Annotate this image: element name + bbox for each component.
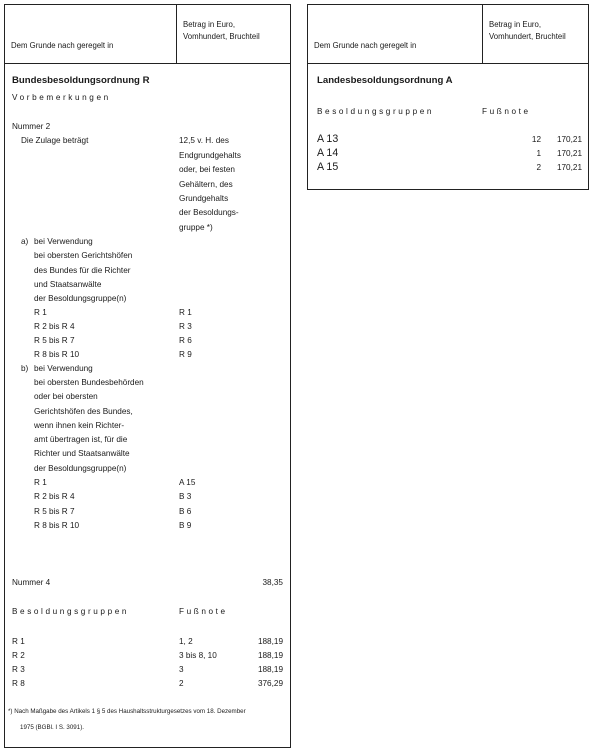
zulage-value-line: der Besoldungs-: [179, 208, 239, 217]
right-row-note: 2: [536, 163, 541, 172]
right-row-amount: 170,21: [556, 149, 582, 158]
item-b-line: wenn ihnen kein Richter-: [34, 421, 125, 430]
right-title: Landesbesoldungsordnung A: [317, 75, 453, 86]
besoldung-row-amount: 188,19: [257, 637, 283, 646]
item-b-marker: b): [21, 364, 29, 373]
right-header-col2-line2: Vomhundert, Bruchteil: [489, 32, 566, 41]
besoldung-row-amount: 188,19: [257, 665, 283, 674]
item-a-line: bei Verwendung: [34, 237, 93, 246]
besoldung-row-group: R 3: [12, 665, 25, 674]
besoldung-header-col2: Fußnote: [179, 607, 228, 616]
left-table: [4, 4, 291, 748]
item-b-row-to: B 9: [179, 521, 192, 530]
item-b-row-to: B 6: [179, 507, 192, 516]
besoldung-row-amount: 188,19: [257, 651, 283, 660]
right-header-col2-line1: Betrag in Euro,: [489, 20, 542, 29]
left-header-col2-line2: Vomhundert, Bruchteil: [183, 32, 260, 41]
right-row-group: A 15: [317, 161, 339, 173]
left-header-col2-line1: Betrag in Euro,: [183, 20, 236, 29]
nummer4-value: 38,35: [262, 578, 283, 587]
right-row-group: A 13: [317, 133, 339, 145]
right-row-group: A 14: [317, 147, 339, 159]
item-b-line: oder bei obersten: [34, 392, 98, 401]
zulage-value-line: Endgrundgehalts: [179, 151, 241, 160]
right-table: [307, 4, 589, 190]
besoldung-row-note: 3: [179, 665, 184, 674]
besoldung-row-group: R 1: [12, 637, 25, 646]
besoldung-row-group: R 2: [12, 651, 25, 660]
left-title: Bundesbesoldungsordnung R: [12, 75, 150, 86]
item-a-line: des Bundes für die Richter: [34, 266, 131, 275]
footnote-line2: 1975 (BGBl. I S. 3091).: [20, 724, 84, 731]
besoldung-row-amount: 376,29: [257, 679, 283, 688]
right-header-col1: [308, 5, 483, 63]
item-b-row-from: R 5 bis R 7: [34, 507, 75, 516]
zulage-label: Die Zulage beträgt: [21, 136, 89, 145]
item-a-row-to: R 1: [179, 308, 192, 317]
item-a-row-from: R 8 bis R 10: [34, 350, 80, 359]
footnote-line1: *) Nach Maßgabe des Artikels 1 § 5 des Haushaltsstrukturgesetzes vom 18. Dezember: [8, 708, 246, 715]
item-a-marker: a): [21, 237, 29, 246]
besoldung-header-col1: Besoldungsgruppen: [12, 607, 130, 616]
right-row-note: 1: [536, 149, 541, 158]
item-a-row-from: R 2 bis R 4: [34, 322, 75, 331]
right-row-amount: 170,21: [556, 135, 582, 144]
item-a-row-from: R 5 bis R 7: [34, 336, 75, 345]
left-header-col2: [183, 19, 260, 43]
item-b-row-from: R 1: [34, 478, 47, 487]
item-a-row-to: R 3: [179, 322, 192, 331]
zulage-value-line: 12,5 v. H. des: [179, 136, 229, 145]
right-besoldung-header-col1: Besoldungsgruppen: [317, 107, 435, 116]
item-a-row-to: R 9: [179, 350, 192, 359]
nummer4-label: Nummer 4: [12, 578, 51, 587]
item-b-line: der Besoldungsgruppe(n): [34, 464, 127, 473]
item-a-line: bei obersten Gerichtshöfen: [34, 251, 133, 260]
left-table-header: [5, 5, 290, 64]
right-besoldung-header-col2: Fußnote: [482, 107, 531, 116]
besoldung-row-note: 1, 2: [179, 637, 193, 646]
item-b-row-from: R 2 bis R 4: [34, 492, 75, 501]
item-a-row-to: R 6: [179, 336, 192, 345]
item-b-line: Gerichtshöfen des Bundes,: [34, 407, 133, 416]
right-row-note: 12: [531, 135, 541, 144]
zulage-value-line: gruppe *): [179, 223, 213, 232]
besoldung-row-note: 3 bis 8, 10: [179, 651, 217, 660]
left-header-col1: [5, 5, 177, 63]
item-b-line: Richter und Staatsanwälte: [34, 449, 130, 458]
item-b-row-from: R 8 bis R 10: [34, 521, 80, 530]
item-b-line: amt übertragen ist, für die: [34, 435, 128, 444]
right-header-col2: [489, 19, 566, 43]
zulage-value-line: oder, bei festen: [179, 165, 235, 174]
zulage-value-line: Grundgehalts: [179, 194, 229, 203]
right-row-amount: 170,21: [556, 163, 582, 172]
item-b-row-to: A 15: [179, 478, 196, 487]
item-b-line: bei Verwendung: [34, 364, 93, 373]
item-b-line: bei obersten Bundesbehörden: [34, 378, 144, 387]
right-header-col1-label: Dem Grunde nach geregelt in: [314, 41, 417, 50]
item-a-line: der Besoldungsgruppe(n): [34, 294, 127, 303]
left-subtitle: Vorbemerkungen: [12, 93, 111, 102]
besoldung-row-note: 2: [179, 679, 184, 688]
item-a-row-from: R 1: [34, 308, 47, 317]
zulage-value-line: Gehältern, des: [179, 180, 233, 189]
left-header-col1-label: Dem Grunde nach geregelt in: [11, 41, 114, 50]
item-b-row-to: B 3: [179, 492, 192, 501]
nummer2-label: Nummer 2: [12, 122, 51, 131]
right-table-header: [308, 5, 588, 64]
item-a-line: und Staatsanwälte: [34, 280, 102, 289]
besoldung-row-group: R 8: [12, 679, 25, 688]
